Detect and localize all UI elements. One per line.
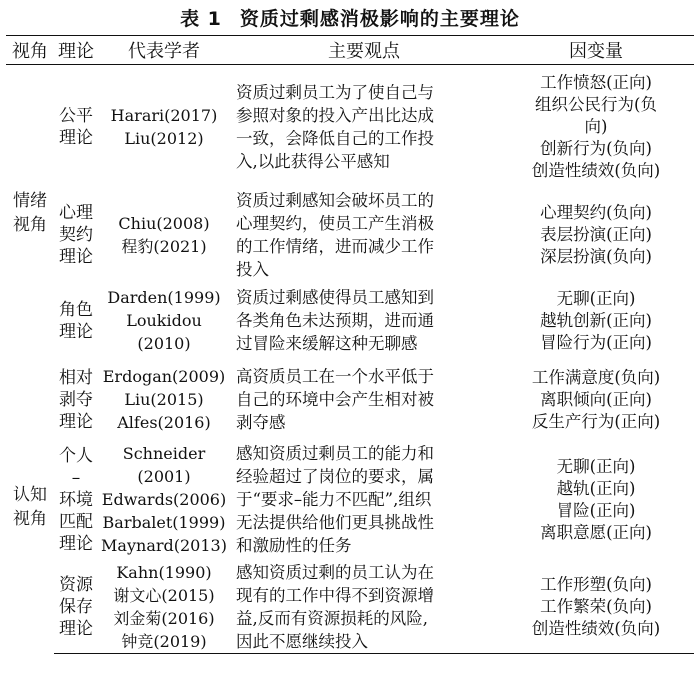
variables-cell — [498, 439, 694, 561]
variables-cell-line: 创新行为(负向) — [540, 138, 652, 158]
variables-cell — [498, 189, 694, 281]
variables-cell-line: 离职意愿(正向) — [540, 522, 652, 542]
variables-cell — [498, 65, 694, 189]
scholars-cell-line: 钟竞(2019) — [121, 631, 207, 651]
viewpoint-cell-line: 自己的环境中会产生相对被 — [236, 390, 434, 409]
perspective-cell-line: 视角 — [13, 508, 47, 529]
header-variables: 因变量 — [498, 36, 694, 65]
viewpoint-cell-line: 一致，会降低自己的工作投 — [236, 128, 434, 148]
viewpoint-cell-line: 感知资质过剩的员工认为在 — [236, 562, 434, 582]
scholars-cell-line: Loukidou — [126, 311, 202, 330]
table-row — [6, 439, 694, 561]
scholars-cell-line: 刘金菊(2016) — [113, 608, 215, 628]
viewpoint-cell — [230, 281, 498, 361]
viewpoint-cell-line: 资质过剩感知会破坏员工的 — [236, 190, 434, 210]
scholars-cell — [98, 561, 230, 654]
viewpoint-cell-line: 无法提供给他们更具挑战性 — [236, 513, 434, 532]
variables-cell-line: 无聊(正向) — [556, 456, 636, 476]
scholars-cell-line: Darden(1999) — [107, 288, 221, 307]
scholars-cell-line: Chiu(2008) — [118, 213, 210, 233]
theory-cell-line: 理论 — [59, 127, 93, 148]
viewpoint-cell-line: 各类角色未达预期，进而通 — [236, 311, 434, 330]
theory-cell-line: 心理 — [59, 202, 93, 223]
theory-cell-line: 契约 — [59, 224, 93, 245]
variables-cell-line: 反生产行为(正向) — [531, 411, 661, 431]
viewpoint-cell — [230, 65, 498, 189]
viewpoint-cell-line: 剥夺感 — [236, 413, 286, 432]
perspective-cell — [6, 65, 54, 361]
theory-cell-line: 理论 — [59, 321, 93, 342]
scholars-cell — [98, 281, 230, 361]
variables-cell-line: 创造性绩效(负向) — [531, 618, 661, 638]
scholars-cell-line: Liu(2012) — [124, 128, 204, 148]
variables-cell-line: 心理契约(负向) — [540, 202, 652, 222]
viewpoint-cell-line: 于“要求–能力不匹配”,组织 — [236, 490, 432, 509]
viewpoint-cell-line: 现有的工作中得不到资源增 — [236, 585, 434, 605]
variables-cell-line: 无聊(正向) — [556, 288, 636, 308]
scholars-cell-line: Kahn(1990) — [116, 562, 212, 582]
theory-cell — [54, 65, 98, 189]
variables-cell-line: 工作满意度(负向) — [531, 367, 661, 387]
scholars-cell-line: Liu(2015) — [124, 390, 204, 409]
viewpoint-cell-line: 资质过剩员工为了使自己与 — [236, 82, 434, 102]
scholars-cell-line: Erdogan(2009) — [102, 367, 226, 386]
header-scholars: 代表学者 — [98, 36, 230, 65]
theory-cell-line: 个人 — [59, 445, 93, 466]
viewpoint-cell-line: 资质过剩感使得员工感知到 — [236, 288, 434, 307]
perspective-cell — [6, 361, 54, 654]
theory-cell — [54, 361, 98, 439]
viewpoint-cell-line: 的工作情绪，进而减少工作 — [236, 236, 434, 256]
variables-cell-line: 创造性绩效(负向) — [531, 160, 661, 180]
theory-cell-line: 角色 — [59, 299, 93, 320]
scholars-cell-line: Edwards(2006) — [101, 490, 227, 509]
viewpoint-cell-line: 高资质员工在一个水平低于 — [236, 367, 434, 386]
theory-cell-line: 公平 — [59, 105, 93, 126]
viewpoint-cell-line: 投入 — [236, 259, 269, 279]
theory-cell-line: 匹配 — [59, 511, 93, 532]
table-row — [6, 189, 694, 281]
scholars-cell-line: 谢文心(2015) — [113, 585, 215, 605]
viewpoint-cell-line: 参照对象的投入产出比达成 — [236, 105, 434, 125]
header-viewpoint: 主要观点 — [230, 36, 498, 65]
theory-cell-line: 理论 — [59, 246, 93, 267]
variables-cell-line: 表层扮演(正向) — [540, 224, 652, 244]
table-row — [6, 561, 694, 654]
theory-cell-line: 资源 — [59, 574, 93, 595]
scholars-cell-line: 程豹(2021) — [121, 236, 207, 256]
viewpoint-cell — [230, 361, 498, 439]
viewpoint-cell-line: 益,反而有资源损耗的风险, — [236, 608, 428, 628]
scholars-cell — [98, 189, 230, 281]
scholars-cell-line: Schneider — [122, 444, 206, 463]
variables-cell-line: 越轨创新(正向) — [540, 310, 652, 330]
viewpoint-cell-line: 入,以此获得公平感知 — [236, 151, 390, 171]
theory-cell — [54, 281, 98, 361]
theory-cell-line: 剥夺 — [59, 389, 93, 410]
theory-cell-line: 环境 — [59, 489, 93, 510]
perspective-cell-line: 视角 — [13, 214, 47, 235]
table-number: 表 1 — [180, 8, 222, 30]
header-perspective: 视角 — [6, 36, 54, 65]
table-body — [6, 65, 694, 654]
table-row — [6, 281, 694, 361]
theory-cell — [54, 439, 98, 561]
variables-cell-line: 工作愤怒(正向) — [540, 72, 652, 92]
table-title: 资质过剩感消极影响的主要理论 — [239, 8, 520, 30]
viewpoint-cell-line: 因此不愿继续投入 — [236, 631, 368, 651]
variables-cell-line: 工作形塑(负向) — [540, 574, 652, 594]
theory-cell — [54, 189, 98, 281]
theory-cell-line: 保存 — [59, 596, 93, 617]
perspective-cell-line: 情绪 — [13, 190, 47, 211]
theory-cell — [54, 561, 98, 654]
variables-cell-line: 工作繁荣(负向) — [540, 596, 652, 616]
variables-cell — [498, 361, 694, 439]
variables-cell-line: 深层扮演(负向) — [540, 246, 652, 266]
theory-cell-line: 理论 — [59, 411, 93, 432]
viewpoint-cell — [230, 439, 498, 561]
viewpoint-cell-line: 经验超过了岗位的要求，属 — [236, 467, 434, 486]
variables-cell — [498, 561, 694, 654]
table-row — [6, 65, 694, 189]
scholars-cell-line: Harari(2017) — [110, 105, 218, 125]
scholars-cell — [98, 361, 230, 439]
header-theory: 理论 — [54, 36, 98, 65]
variables-cell-line: 冒险(正向) — [556, 500, 636, 520]
theory-table — [6, 35, 694, 654]
scholars-cell-line: Maynard(2013) — [101, 536, 227, 555]
scholars-cell — [98, 439, 230, 561]
theory-cell-line: 理论 — [59, 618, 93, 639]
header-row — [6, 36, 694, 65]
viewpoint-cell — [230, 189, 498, 281]
viewpoint-cell-line: 和激励性的任务 — [236, 536, 352, 555]
theory-cell-line: 理论 — [59, 533, 93, 554]
variables-cell-line: 组织公民行为(负 — [535, 94, 657, 114]
table-header — [6, 36, 694, 65]
variables-cell-line: 冒险行为(正向) — [540, 332, 652, 352]
scholars-cell-line: Alfes(2016) — [117, 413, 211, 432]
table-row — [6, 361, 694, 439]
variables-cell — [498, 281, 694, 361]
variables-cell-line: 越轨(正向) — [556, 478, 636, 498]
table-caption — [0, 4, 700, 31]
scholars-cell-line: (2010) — [137, 334, 191, 353]
variables-cell-line: 离职倾向(正向) — [540, 389, 652, 409]
scholars-cell-line: Barbalet(1999) — [102, 513, 226, 532]
theory-cell-line: 相对 — [59, 367, 93, 388]
theory-cell-line: – — [71, 467, 81, 488]
scholars-cell-line: (2001) — [137, 467, 191, 486]
viewpoint-cell — [230, 561, 498, 654]
viewpoint-cell-line: 过冒险来缓解这种无聊感 — [236, 334, 418, 353]
scholars-cell — [98, 65, 230, 189]
perspective-cell-line: 认知 — [13, 484, 47, 505]
variables-cell-line: 向) — [584, 116, 608, 136]
viewpoint-cell-line: 心理契约，使员工产生消极 — [236, 213, 434, 233]
viewpoint-cell-line: 感知资质过剩员工的能力和 — [236, 444, 434, 463]
